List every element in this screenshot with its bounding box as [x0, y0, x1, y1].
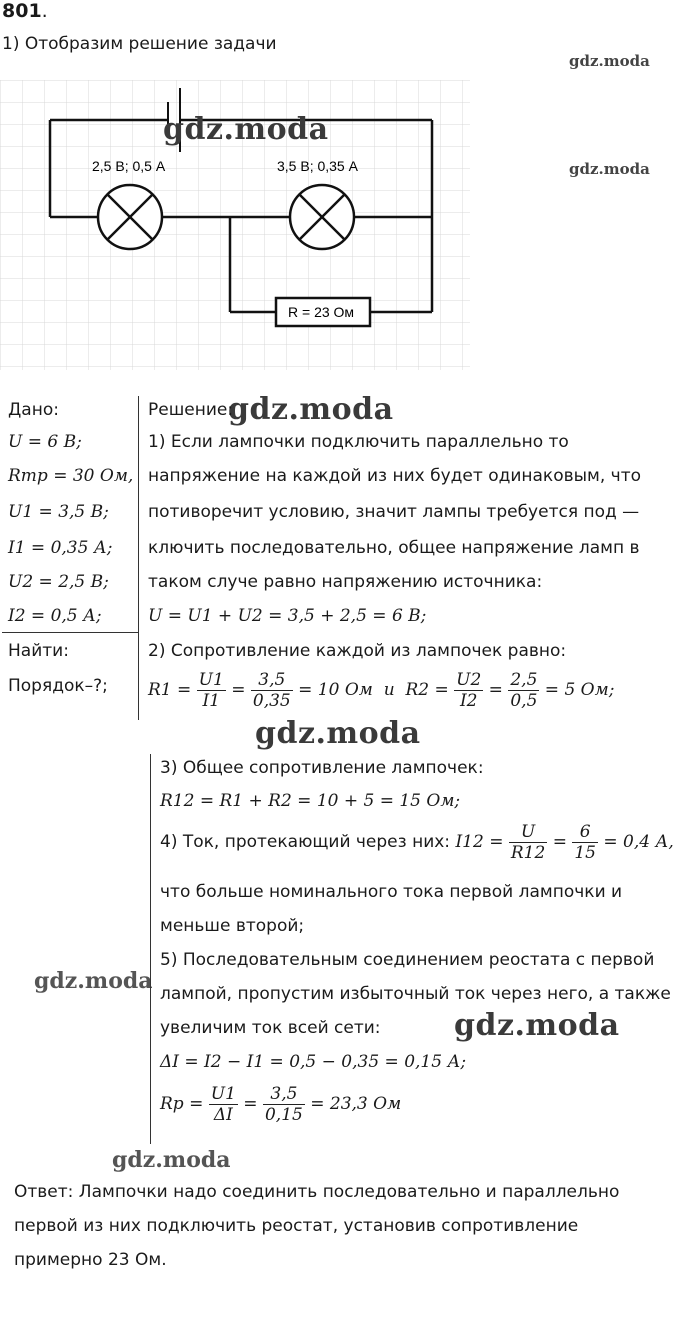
- intro-text: 1) Отобразим решение задачи: [2, 34, 277, 54]
- equation-5: ΔI = I2 − I1 = 0,5 − 0,35 = 0,15 А;: [160, 1052, 467, 1072]
- watermark: gdz.moda: [255, 716, 421, 751]
- given-line: U1 = 3,5 В;: [8, 502, 109, 522]
- solution-line: 5) Последовательным соединением реостата с первой: [160, 950, 655, 970]
- lamp-1: [98, 185, 162, 249]
- watermark: gdz.moda: [569, 52, 650, 70]
- given-line: I1 = 0,35 А;: [8, 538, 113, 558]
- solution-line: потиворечит условию, значит лампы требуется под —: [148, 502, 640, 522]
- lamp-1-label: 2,5 В; 0,5 А: [92, 158, 166, 174]
- given-line: Rтр = 30 Ом,: [8, 466, 134, 486]
- lamp-2-label: 3,5 В; 0,35 А: [277, 158, 358, 174]
- solution-line: что больше номинального тока первой лампочки и: [160, 882, 623, 902]
- solution-line: 1) Если лампочки подключить параллельно то: [148, 432, 569, 452]
- given-line: U = 6 В;: [8, 432, 82, 452]
- column-divider-2: [150, 754, 151, 1144]
- watermark: gdz.moda: [112, 1147, 231, 1173]
- resistor-label: R = 23 Ом: [288, 304, 355, 320]
- equation-3: R12 = R1 + R2 = 10 + 5 = 15 Ом;: [160, 791, 461, 811]
- solution-line: 2) Сопротивление каждой из лампочек равно:: [148, 641, 567, 661]
- find-title: Найти:: [8, 641, 69, 661]
- watermark: gdz.moda: [454, 1008, 620, 1043]
- watermark: gdz.moda: [163, 112, 329, 147]
- answer-line: примерно 23 Ом.: [14, 1250, 167, 1270]
- given-divider: [2, 632, 138, 633]
- column-divider: [138, 396, 139, 720]
- equation-1: U = U1 + U2 = 3,5 + 2,5 = 6 В;: [148, 606, 427, 626]
- solution-line: меньше второй;: [160, 916, 305, 936]
- answer-line: первой из них подключить реостат, установив сопротивление: [14, 1216, 579, 1236]
- equation-4: 4) Ток, протекающий через них: I12 = $\frac{U}{R12}$ = $\frac{6}{15}$ = 0,4 А,: [160, 822, 674, 863]
- given-line: I2 = 0,5 А;: [8, 606, 102, 626]
- watermark: gdz.moda: [569, 160, 650, 178]
- answer-line: Ответ: Лампочки надо соединить последовательно и параллельно: [14, 1182, 620, 1202]
- equation-2: R1 = $\frac{U1}{I1}$ = $\frac{3,5}{0,35}$ = 10 Ом и R2 = $\frac{U2}{I2}$ = $\frac{2,5}{0,5}$ = 5 Ом;: [148, 670, 615, 711]
- find-text: Порядок–?;: [8, 676, 108, 696]
- equation-6: Rр = $\frac{U1}{\Delta I}$ = $\frac{3,5}{0,15}$ = 23,3 Ом: [160, 1084, 402, 1125]
- solution-line: увеличим ток всей сети:: [160, 1018, 381, 1038]
- problem-number: 801.: [2, 0, 48, 22]
- watermark: gdz.moda: [34, 968, 153, 994]
- solution-line: таком случе равно напряжению источника:: [148, 572, 543, 592]
- solution-title: Решение:: [148, 400, 234, 420]
- watermark: gdz.moda: [228, 392, 394, 427]
- given-title: Дано:: [8, 400, 59, 420]
- given-line: U2 = 2,5 В;: [8, 572, 109, 592]
- lamp-2: [290, 185, 354, 249]
- solution-line: ключить последовательно, общее напряжение ламп в: [148, 538, 640, 558]
- solution-line: лампой, пропустим избыточный ток через него, а также: [160, 984, 671, 1004]
- solution-line: 3) Общее сопротивление лампочек:: [160, 758, 484, 778]
- solution-line: напряжение на каждой из них будет одинаковым, что: [148, 466, 642, 486]
